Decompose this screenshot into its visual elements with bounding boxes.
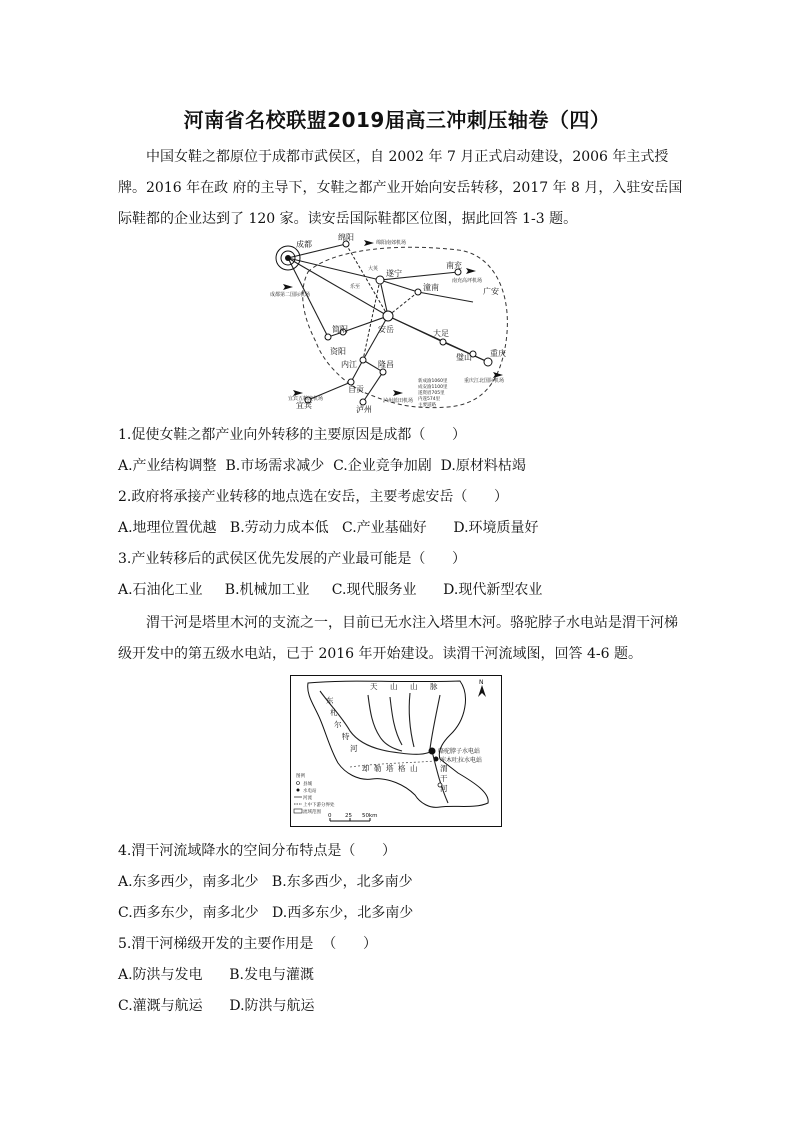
svg-text:50km: 50km [362,813,378,819]
airport-label: 成都第二国际机场 [270,292,311,298]
map-label: 塔 [386,764,394,773]
map-label: 札 [330,708,338,717]
question-2-options: A.地理位置优越 B.劳动力成本低 C.产业基础好 D.环境质量好 [118,520,539,536]
legend-item: 上中下游分界处 [303,803,335,808]
question-3-options: A.石油化工业 B.机械加工业 C.现代服务业 D.现代新型农业 [118,582,543,598]
svg-text:N: N [479,679,484,686]
city-label: 绵阳 [338,233,354,242]
airport-label: 南充高坪机场 [452,278,483,284]
question-4-options-row-1: A.东多西少，南多北少 B.东多西少，北多南少 [118,874,413,890]
legend-title: 图例 [296,774,305,779]
map-label: 渭 [440,764,448,773]
city-label: 宜宾 [296,401,312,410]
intro-paragraph-1: 中国女鞋之都原位于成都市武侯区，自 2002 年 7 月正式启动建设，2006 年主式授牌。2016 年在政 府的主导下，女鞋之都产业开始向安岳转移，2017 年 8 月，入驻安岳国际鞋都的企业达到了 120 家。读安岳国际鞋都区位图，据此回答 1-3 题。 [118,149,683,227]
city-label: 自贡 [348,385,364,394]
legend-item: 河流 [303,796,312,801]
map-label: 山 [410,682,418,691]
airport-label: 绵阳南郊机场 [376,240,407,246]
map-label: 河 [350,744,358,753]
question-2: 2.政府将承接产业转移的地点选在安岳，主要考虑安岳（ ） [118,489,509,505]
city-label: 重庆 [490,349,506,358]
city-label: 内江 [341,360,357,369]
hydropower-station-icon [429,748,436,755]
city-label: 安岳 [378,325,394,334]
page-title: 河南省名校联盟2019届高三冲刺压轴卷（四） [183,108,611,132]
map-label: 山 [390,682,398,691]
legend-item: 县城 [303,782,312,787]
weigan-river-map [290,675,502,827]
city-label: 成都 [296,240,312,249]
intro-paragraph-2: 渭干河是塔里木河的支流之一，目前已无水注入塔里木河。骆驼脖子水电站是渭干河梯级开发中的第五级水电站，已于 2016 年开始建设。读渭干河流域图，回答 4-6 题。 [118,615,678,662]
city-label: 资阳 [330,347,346,356]
city-label: 南充 [446,261,462,270]
city-label: 隆昌 [378,360,394,369]
map-label: 脉 [430,682,438,691]
map-label: 却 [362,764,370,773]
svg-text:25: 25 [345,813,352,819]
anyue-location-map [268,232,518,414]
legend-item: 内遂574里 [418,397,441,402]
question-1: 1.促使女鞋之都产业向外转移的主要原因是成都（ ） [118,427,467,443]
legend-item: 成安渝1100里 [418,385,448,390]
city-label: 乐至 [350,284,361,290]
map-label: 天 [370,682,378,691]
city-label: 遂宁 [386,269,402,278]
hydropower-station-icon [434,757,439,762]
map-label: 格 [398,764,406,773]
city-label: 广安 [483,287,499,296]
legend-item: 遂资眉705里 [418,391,445,396]
question-3: 3.产业转移后的武侯区优先发展的产业最可能是（ ） [118,551,467,567]
map-label: 东 [326,696,334,705]
legend-item: 主要道路 [418,403,436,408]
map-label: 骆驼脖子水电站 [438,748,481,755]
question-1-options: A.产业结构调整 B.市场需求减少 C.企业竞争加剧 D.原材料枯竭 [118,458,526,474]
city-label: 潼南 [423,283,439,292]
map-label: 河 [440,784,448,793]
question-4-options-row-2: C.西多东少，南多北少 D.西多东少，北多南少 [118,905,414,921]
map-label: 尔 [334,720,342,729]
svg-text:0: 0 [328,813,332,819]
map-label: 干 [440,774,448,783]
legend-item: 水电站 [303,789,317,794]
airport-label: 重庆江北国际机场 [464,378,505,384]
city-label: 璧山 [456,353,472,362]
city-label: 简阳 [332,325,348,334]
airport-label: 宜宾五粮液机场 [288,396,324,402]
legend-item: 流域范围 [303,810,321,815]
map-label: 勒 [374,764,382,773]
city-label: 大英 [368,266,379,272]
map-label: 特 [342,732,350,741]
airport-label: 泸州蓝田机场 [383,398,414,404]
map-label: 山 [410,764,418,773]
map-label: 库木吐拉水电站 [440,757,483,764]
legend-item: 新成渝1060里 [418,379,448,384]
city-label: 大足 [433,329,449,338]
question-5: 5.渭干河梯级开发的主要作用是 （ ） [118,936,377,952]
question-5-options-row-1: A.防洪与发电 B.发电与灌溉 [118,967,314,983]
question-5-options-row-2: C.灌溉与航运 D.防洪与航运 [118,998,315,1014]
question-4: 4.渭干河流域降水的空间分布特点是（ ） [118,843,397,859]
city-label: 泸州 [356,405,372,414]
